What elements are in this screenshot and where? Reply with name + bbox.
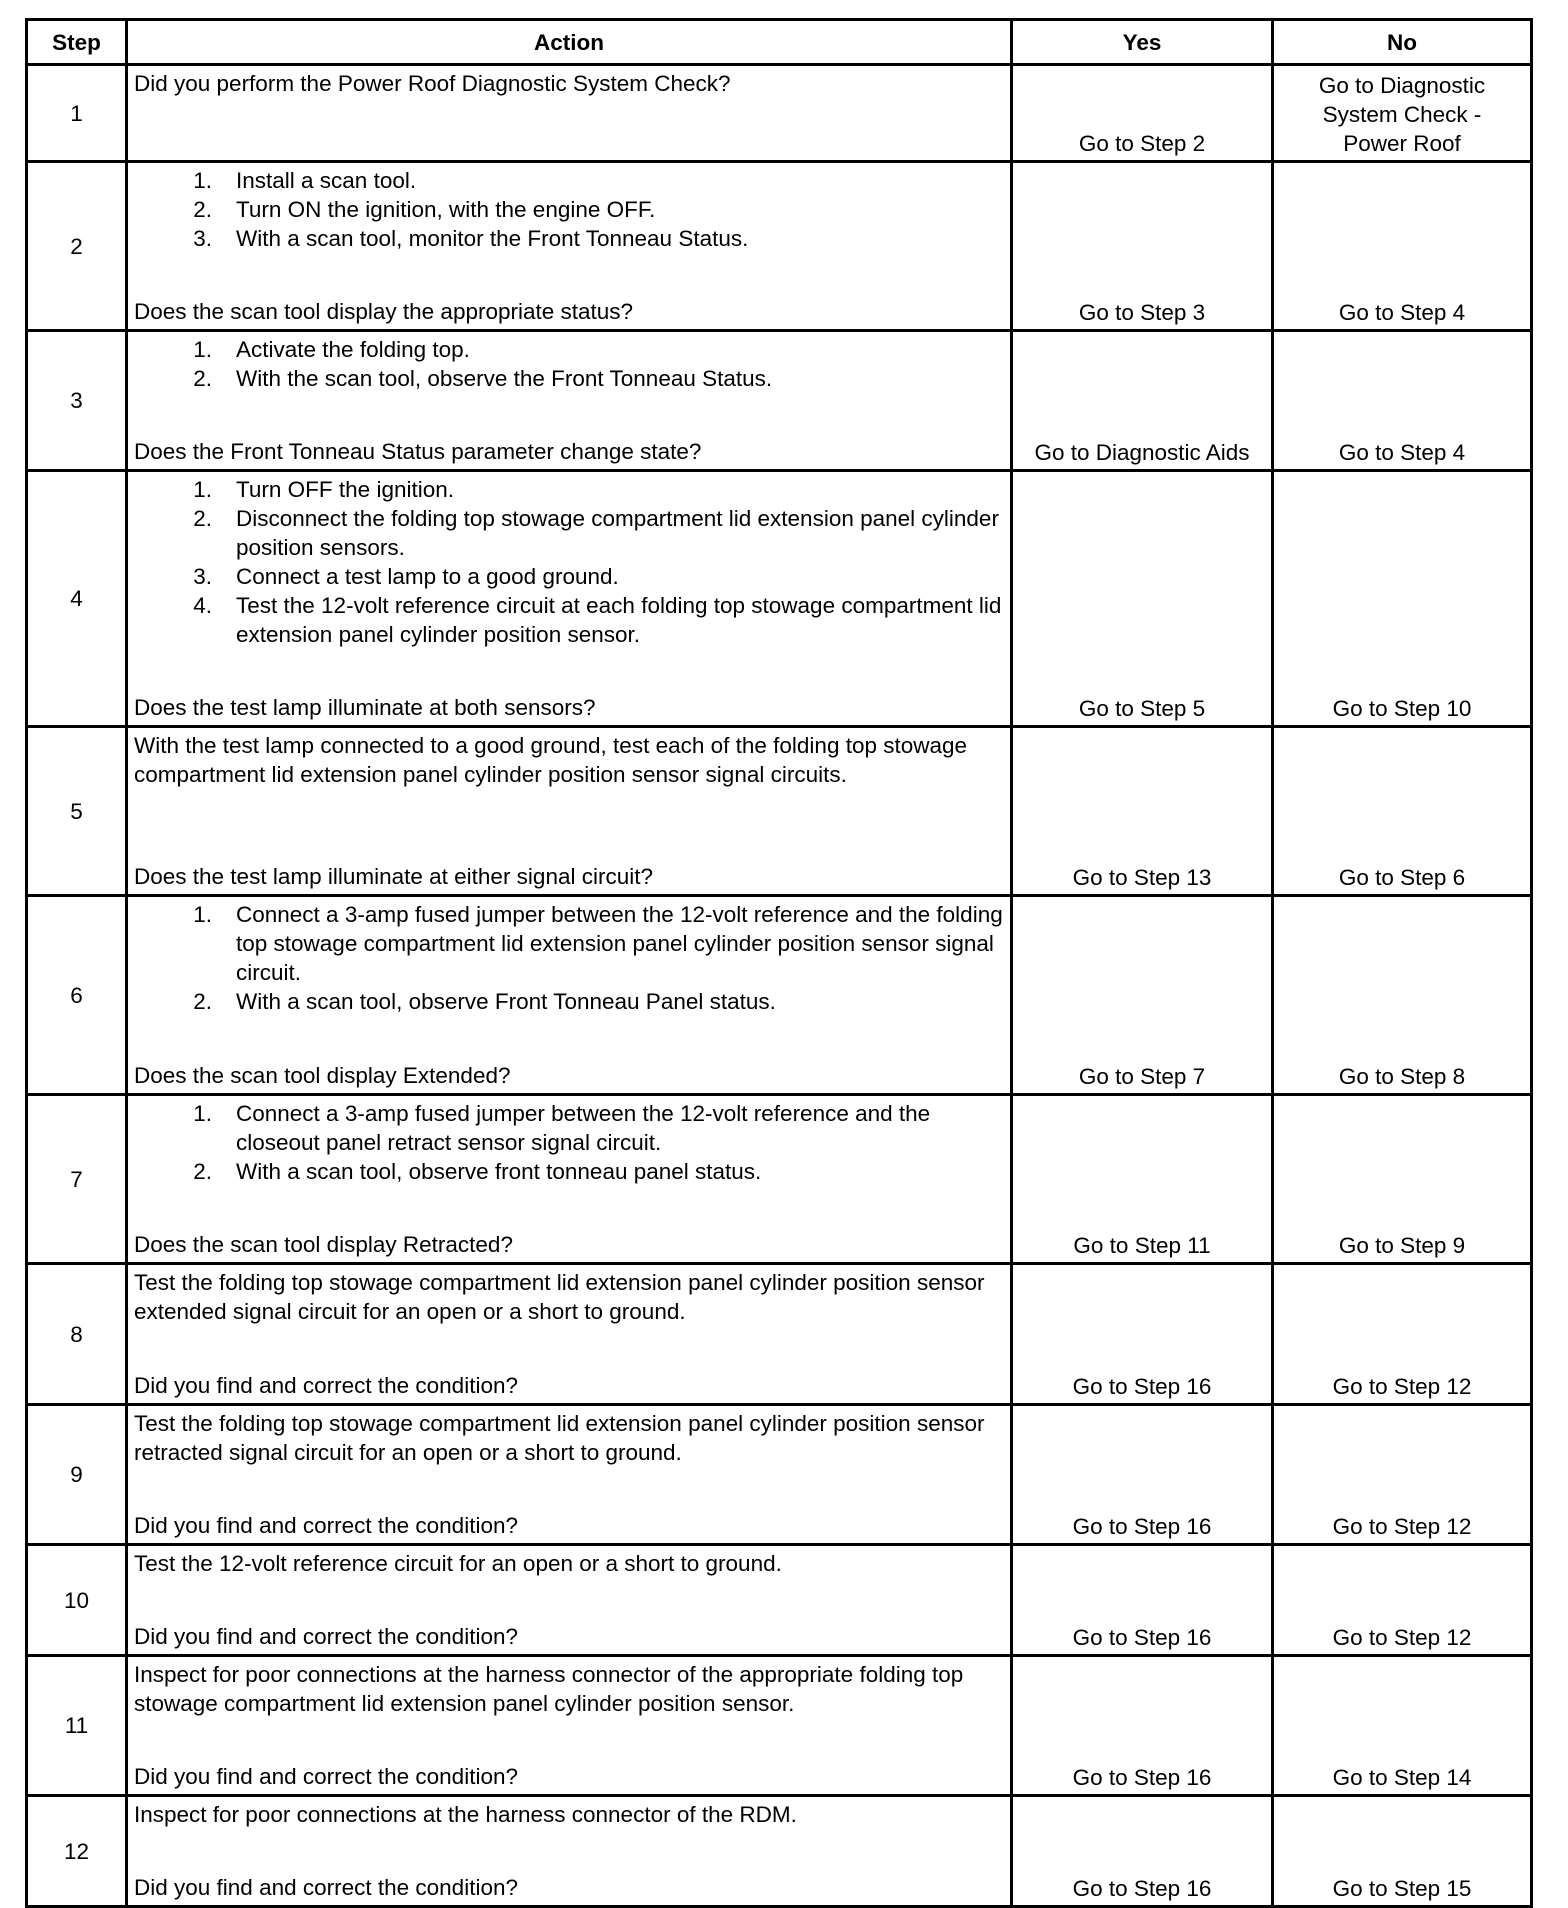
yes-outcome: Go to Step 16	[1012, 1545, 1273, 1656]
substep-number: 3.	[193, 226, 212, 251]
action-cell	[127, 1264, 1012, 1405]
substep-list	[134, 1099, 1004, 1186]
substep-list	[134, 166, 1004, 253]
action-intro: Did you perform the Power Roof Diagnostic System Check?	[134, 71, 731, 96]
action-intro: Test the folding top stowage compartment lid extension panel cylinder position sensor retracted signal circuit for an open or a short to ground.	[134, 1411, 985, 1465]
substep-number: 2.	[193, 506, 212, 531]
substep-item	[134, 1099, 1004, 1157]
action-intro: Inspect for poor connections at the harness connector of the RDM.	[134, 1802, 797, 1827]
table-row	[27, 65, 1532, 162]
step-number: 5	[27, 727, 127, 896]
no-outcome: Go to Step 12	[1273, 1405, 1532, 1545]
action-intro: With the test lamp connected to a good ground, test each of the folding top stowage compartment lid extension panel cylinder position sensor signal circuits.	[134, 733, 968, 787]
step-number: 11	[27, 1656, 127, 1796]
substep-number: 4.	[193, 593, 212, 618]
substep-item	[134, 562, 1004, 591]
table-row	[27, 1656, 1532, 1796]
action-instructions	[134, 475, 1004, 649]
table-row	[27, 1264, 1532, 1405]
no-outcome: Go to Step 6	[1273, 727, 1532, 896]
substep-text: With the scan tool, observe the Front Tonneau Status.	[236, 366, 773, 391]
no-outcome: Go to Step 10	[1273, 471, 1532, 727]
action-content	[134, 475, 1004, 722]
yes-outcome: Go to Step 16	[1012, 1796, 1273, 1907]
action-instructions	[134, 900, 1004, 1016]
action-content	[134, 900, 1004, 1090]
substep-list	[134, 335, 1004, 393]
action-question: Did you find and correct the condition?	[134, 1373, 518, 1398]
action-content	[134, 1409, 1004, 1540]
substep-list	[134, 900, 1004, 1016]
action-instructions	[134, 1268, 1004, 1326]
action-instructions	[134, 1409, 1004, 1467]
header-action: Action	[127, 20, 1012, 65]
step-number: 10	[27, 1545, 127, 1656]
substep-text: Activate the folding top.	[236, 337, 470, 362]
action-content	[134, 1099, 1004, 1259]
action-cell	[127, 471, 1012, 727]
action-content	[134, 69, 1004, 157]
substep-number: 1.	[193, 902, 212, 927]
action-cell	[127, 1656, 1012, 1796]
substep-text: Connect a 3-amp fused jumper between the 12-volt reference and the folding top stowage compartment lid extension panel cylinder position sensor signal circuit.	[236, 902, 1003, 985]
yes-outcome: Go to Diagnostic Aids	[1012, 331, 1273, 471]
action-instructions	[134, 335, 1004, 393]
yes-outcome: Go to Step 16	[1012, 1656, 1273, 1796]
yes-outcome: Go to Step 11	[1012, 1095, 1273, 1264]
no-outcome: Go to Step 4	[1273, 162, 1532, 331]
substep-number: 1.	[193, 1101, 212, 1126]
substep-text: Install a scan tool.	[236, 168, 417, 193]
action-intro: Test the 12-volt reference circuit for an open or a short to ground.	[134, 1551, 782, 1576]
table-row	[27, 1405, 1532, 1545]
substep-item	[134, 224, 1004, 253]
action-instructions	[134, 1549, 1004, 1578]
substep-text: Test the 12-volt reference circuit at each folding top stowage compartment lid extension panel cylinder position sensor.	[236, 593, 1002, 647]
table-row	[27, 1796, 1532, 1907]
yes-outcome: Go to Step 5	[1012, 471, 1273, 727]
action-content	[134, 166, 1004, 326]
action-instructions	[134, 69, 1004, 98]
yes-outcome: Go to Step 16	[1012, 1264, 1273, 1405]
substep-list	[134, 475, 1004, 649]
yes-outcome: Go to Step 13	[1012, 727, 1273, 896]
action-cell	[127, 162, 1012, 331]
action-content	[134, 1800, 1004, 1902]
substep-item	[134, 504, 1004, 562]
substep-item	[134, 1157, 1004, 1186]
no-outcome: Go to Step 12	[1273, 1545, 1532, 1656]
step-number: 9	[27, 1405, 127, 1545]
action-content	[134, 1268, 1004, 1400]
action-content	[134, 1660, 1004, 1791]
step-number: 6	[27, 896, 127, 1095]
header-yes: Yes	[1012, 20, 1273, 65]
action-question: Did you find and correct the condition?	[134, 1875, 518, 1900]
substep-text: Connect a 3-amp fused jumper between the 12-volt reference and the closeout panel retract sensor signal circuit.	[236, 1101, 931, 1155]
action-instructions	[134, 1099, 1004, 1186]
action-cell	[127, 1095, 1012, 1264]
substep-item	[134, 195, 1004, 224]
action-instructions	[134, 1800, 1004, 1829]
action-cell	[127, 896, 1012, 1095]
substep-number: 1.	[193, 337, 212, 362]
substep-item	[134, 987, 1004, 1016]
step-number: 3	[27, 331, 127, 471]
action-question: Does the scan tool display Retracted?	[134, 1232, 513, 1257]
action-cell	[127, 1405, 1012, 1545]
action-intro: Inspect for poor connections at the harness connector of the appropriate folding top stowage compartment lid extension panel cylinder position sensor.	[134, 1662, 964, 1716]
action-content	[134, 335, 1004, 466]
no-outcome: Go to Diagnostic System Check - Power Roof	[1273, 65, 1532, 162]
substep-item	[134, 591, 1004, 649]
substep-item	[134, 900, 1004, 987]
no-outcome: Go to Step 15	[1273, 1796, 1532, 1907]
step-number: 4	[27, 471, 127, 727]
action-cell	[127, 1545, 1012, 1656]
diagnostic-table	[25, 18, 1533, 1908]
action-question: Did you find and correct the condition?	[134, 1624, 518, 1649]
substep-item	[134, 166, 1004, 195]
substep-number: 2.	[193, 989, 212, 1014]
table-row	[27, 896, 1532, 1095]
action-question: Does the test lamp illuminate at both sensors?	[134, 695, 596, 720]
table-row	[27, 331, 1532, 471]
no-outcome: Go to Step 9	[1273, 1095, 1532, 1264]
substep-text: With a scan tool, observe front tonneau panel status.	[236, 1159, 762, 1184]
substep-text: Connect a test lamp to a good ground.	[236, 564, 619, 589]
no-outcome: Go to Step 8	[1273, 896, 1532, 1095]
action-question: Does the test lamp illuminate at either signal circuit?	[134, 864, 653, 889]
action-instructions	[134, 1660, 1004, 1718]
substep-text: With a scan tool, observe Front Tonneau Panel status.	[236, 989, 776, 1014]
header-no: No	[1273, 20, 1532, 65]
table-row	[27, 727, 1532, 896]
substep-text: Turn ON the ignition, with the engine OFF.	[236, 197, 656, 222]
substep-item	[134, 335, 1004, 364]
action-cell	[127, 65, 1012, 162]
action-intro: Test the folding top stowage compartment lid extension panel cylinder position sensor extended signal circuit for an open or a short to ground.	[134, 1270, 985, 1324]
step-number: 8	[27, 1264, 127, 1405]
action-question: Does the Front Tonneau Status parameter change state?	[134, 439, 702, 464]
action-cell	[127, 727, 1012, 896]
yes-outcome: Go to Step 16	[1012, 1405, 1273, 1545]
step-number: 1	[27, 65, 127, 162]
substep-text: With a scan tool, monitor the Front Tonneau Status.	[236, 226, 749, 251]
action-question: Does the scan tool display the appropriate status?	[134, 299, 634, 324]
substep-number: 2.	[193, 1159, 212, 1184]
no-outcome: Go to Step 4	[1273, 331, 1532, 471]
substep-number: 2.	[193, 197, 212, 222]
header-step: Step	[27, 20, 127, 65]
substep-number: 1.	[193, 168, 212, 193]
step-number: 7	[27, 1095, 127, 1264]
action-cell	[127, 1796, 1012, 1907]
action-question: Did you find and correct the condition?	[134, 1764, 518, 1789]
substep-number: 3.	[193, 564, 212, 589]
substep-item	[134, 364, 1004, 393]
action-question: Did you find and correct the condition?	[134, 1513, 518, 1538]
action-instructions	[134, 166, 1004, 253]
yes-outcome: Go to Step 3	[1012, 162, 1273, 331]
substep-number: 1.	[193, 477, 212, 502]
table-row	[27, 1095, 1532, 1264]
table-body	[27, 65, 1532, 1907]
table-row	[27, 471, 1532, 727]
action-instructions	[134, 731, 1004, 789]
yes-outcome: Go to Step 7	[1012, 896, 1273, 1095]
table-row	[27, 1545, 1532, 1656]
action-content	[134, 1549, 1004, 1651]
no-outcome: Go to Step 14	[1273, 1656, 1532, 1796]
action-question: Does the scan tool display Extended?	[134, 1063, 511, 1088]
substep-number: 2.	[193, 366, 212, 391]
substep-text: Turn OFF the ignition.	[236, 477, 455, 502]
action-cell	[127, 331, 1012, 471]
action-content	[134, 731, 1004, 891]
header-row	[27, 20, 1532, 65]
substep-text: Disconnect the folding top stowage compartment lid extension panel cylinder position sensors.	[236, 506, 999, 560]
table-row	[27, 162, 1532, 331]
step-number: 2	[27, 162, 127, 331]
step-number: 12	[27, 1796, 127, 1907]
no-outcome: Go to Step 12	[1273, 1264, 1532, 1405]
substep-item	[134, 475, 1004, 504]
yes-outcome: Go to Step 2	[1012, 65, 1273, 162]
